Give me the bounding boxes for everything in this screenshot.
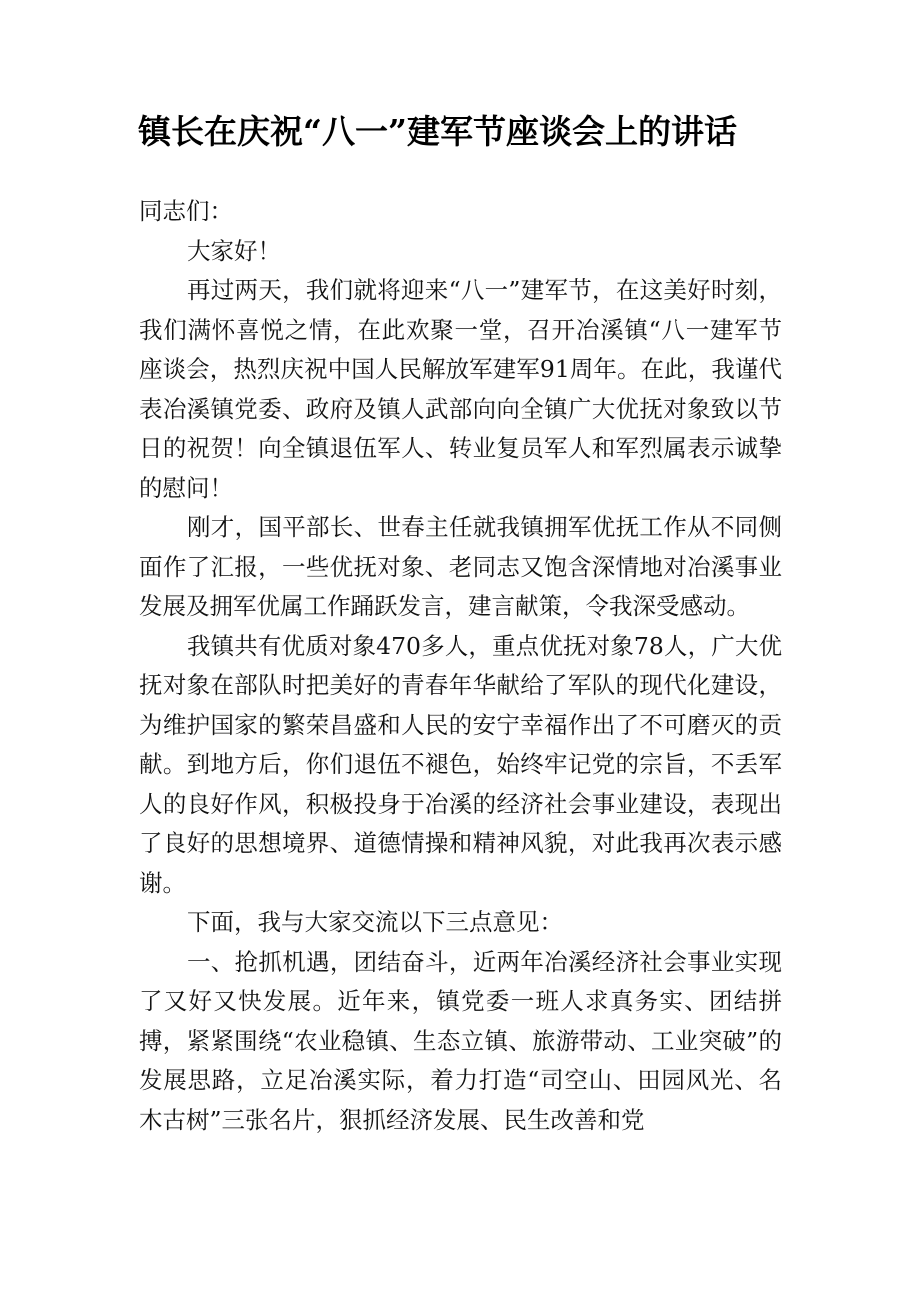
paragraph-point-one: 一、抢抓机遇，团结奋斗，近两年冶溪经济社会事业实现了又好又快发展。近年来，镇党委一班人求真务实、团结拼搏，紧紧围绕“农业稳镇、生态立镇、旅游带动、工业突破”的发展思路，立足冶溪实际，着力打造“司空山、田园风光、名木古树”三张名片，狠抓经济发展、民生改善和党 [139, 947, 782, 1134]
paragraph-greeting: 大家好！ [187, 236, 281, 265]
paragraph-transition: 下面，我与大家交流以下三点意见： [187, 908, 563, 936]
salutation: 同志们： [139, 197, 233, 225]
paragraph-opening: 再过两天，我们就将迎来“八一”建军节，在这美好时刻，我们满怀喜悦之情，在此欢聚一堂，召开冶溪镇“八一建军节座谈会，热烈庆祝中国人民解放军建军91周年。在此，我谨代表冶溪镇党委、政府及镇人武部向向全镇广大优抚对象致以节日的祝贺！向全镇退伍军人、转业复员军人和军烈属表示诚挚的慰问！ [139, 276, 782, 502]
document-body [139, 192, 782, 1140]
paragraph-veterans: 我镇共有优质对象470多人，重点优抚对象78人，广大优抚对象在部队时把美好的青春年华献给了军队的现代化建设，为维护国家的繁荣昌盛和人民的安宁幸福作出了不可磨灭的贡献。到地方后，你们退伍不褪色，始终牢记党的宗旨，不丢军人的良好作风，积极投身于冶溪的经济社会事业建设，表现出了良好的思想境界、道德情操和精神风貌，对此我再次表示感谢。 [139, 631, 782, 897]
paragraph-reports: 刚才，国平部长、世春主任就我镇拥军优抚工作从不同侧面作了汇报，一些优抚对象、老同志又饱含深情地对冶溪事业发展及拥军优属工作踊跃发言，建言献策，令我深受感动。 [139, 513, 782, 620]
document-title: 镇长在庆祝“八一”建军节座谈会上的讲话 [138, 112, 737, 151]
